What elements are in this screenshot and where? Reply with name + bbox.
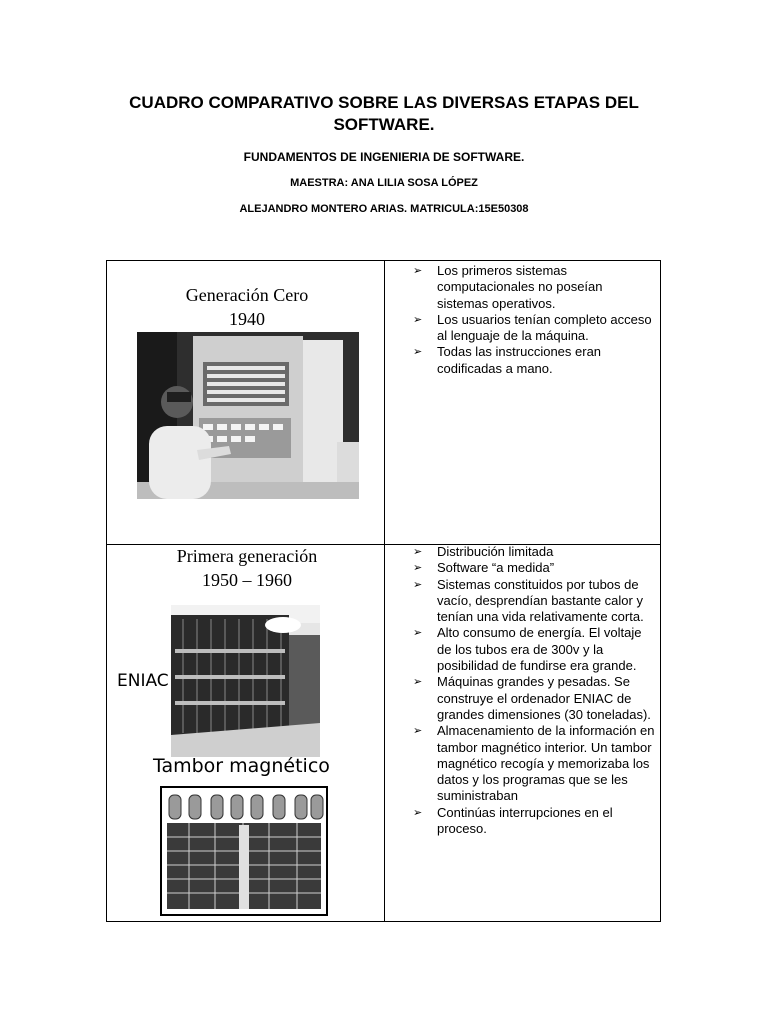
generacion-cero-features — [409, 263, 657, 377]
eniac-machine-image — [171, 605, 320, 757]
list-item: ➢ Alto consumo de energía. El voltaje de los tubos era de 300v y la posibilidad de fundirse era grande. — [413, 625, 642, 674]
list-item: ➢ Máquinas grandes y pesadas. Se construye el ordenador ENIAC de grandes dimensiones (30 toneladas). — [413, 674, 651, 722]
list-item: ➢ Continúas interrupciones en el proceso. — [413, 804, 613, 837]
list-item: ➢ Almacenamiento de la información en tambor magnético interior. Un tambor magnético recogía y memorizaba los datos y los programas que se les suministraban — [413, 723, 655, 804]
generation-years: 1940 — [229, 309, 265, 329]
list-item: ➢ Software “a medida” — [413, 560, 555, 576]
arrow-bullet-icon: ➢ — [413, 265, 423, 277]
magnetic-drum-image — [159, 785, 329, 917]
list-item: ➢ Los usuarios tenían completo acceso al lenguaje de la máquina. — [413, 311, 652, 344]
generation-years: 1950 – 1960 — [202, 570, 292, 590]
arrow-bullet-icon: ➢ — [413, 562, 423, 575]
drum-label: Tambor magnético — [153, 755, 330, 777]
magnetic-drum-photo — [159, 785, 329, 917]
list-item: ➢ Sistemas constituidos por tubos de vacío, desprendían bastante calor y tenían una vida relativamente corta. — [413, 576, 644, 625]
column-divider — [384, 261, 385, 921]
list-item: ➢ Los primeros sistemas computacionales no poseían sistemas operativos. — [413, 263, 603, 311]
generacion-cero-photo — [137, 332, 359, 499]
row-title-primera-generacion — [137, 544, 357, 592]
course-name: FUNDAMENTOS DE INGENIERIA DE SOFTWARE. — [243, 150, 525, 164]
arrow-bullet-icon: ➢ — [413, 627, 423, 640]
arrow-bullet-icon: ➢ — [413, 346, 423, 359]
comparison-table — [106, 260, 661, 922]
eniac-label: ENIAC — [117, 671, 169, 691]
row-title-generacion-cero — [137, 283, 357, 331]
arrow-bullet-icon: ➢ — [413, 578, 423, 591]
eniac-photo — [171, 605, 320, 757]
arrow-bullet-icon: ➢ — [413, 806, 423, 819]
arrow-bullet-icon: ➢ — [413, 313, 423, 326]
teacher-name: MAESTRA: ANA LILIA SOSA LÓPEZ — [290, 177, 478, 189]
list-item: ➢ Distribución limitada — [413, 544, 554, 559]
document-title: CUADRO COMPARATIVO SOBRE LAS DIVERSAS ETAPAS DEL SOFTWARE. — [129, 93, 639, 134]
generation-name: Primera generación — [176, 546, 318, 566]
primera-generacion-features — [409, 544, 657, 837]
arrow-bullet-icon: ➢ — [413, 676, 423, 689]
generation-name: Generación Cero — [185, 285, 309, 305]
arrow-bullet-icon: ➢ — [413, 546, 423, 558]
list-item: ➢ Todas las instrucciones eran codificadas a mano. — [413, 344, 602, 376]
computer-operator-image — [137, 332, 359, 499]
arrow-bullet-icon: ➢ — [413, 725, 423, 738]
student-info: ALEJANDRO MONTERO ARIAS. MATRICULA:15E50308 — [239, 203, 529, 215]
